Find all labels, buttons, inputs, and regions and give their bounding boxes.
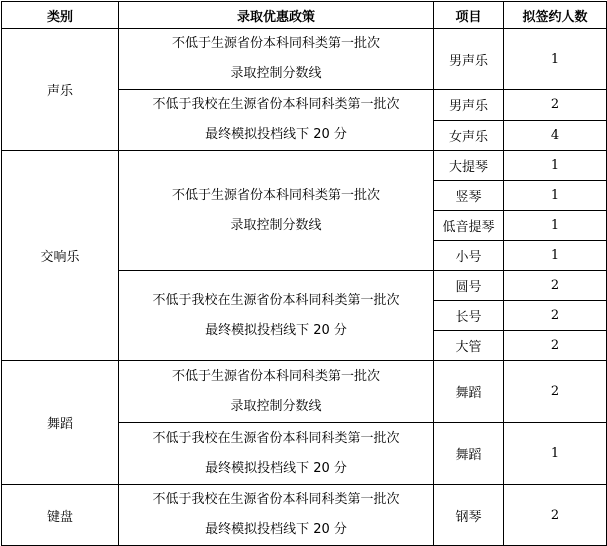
header-count: 拟签约人数 — [504, 2, 607, 29]
project-cell: 女声乐 — [434, 120, 504, 151]
header-row — [2, 2, 607, 29]
category-cell-orchestra: 交响乐 — [2, 151, 119, 361]
project-cell: 男声乐 — [434, 90, 504, 121]
policy-cell — [119, 29, 434, 90]
category-cell-dance: 舞蹈 — [2, 361, 119, 485]
header-project: 项目 — [434, 2, 504, 29]
table-row — [2, 151, 607, 181]
category-cell-keyboard: 键盘 — [2, 485, 119, 546]
policy-line: 录取控制分数线 — [230, 217, 322, 233]
project-cell: 舞蹈 — [434, 361, 504, 423]
policy-cell — [119, 361, 434, 423]
count-cell: 1 — [504, 29, 607, 90]
header-category: 类别 — [2, 2, 119, 29]
count-cell: 1 — [504, 151, 607, 181]
policy-cell — [119, 90, 434, 151]
count-cell: 2 — [504, 485, 607, 546]
project-cell: 低音提琴 — [434, 211, 504, 241]
policy-cell — [119, 423, 434, 485]
count-cell: 1 — [504, 211, 607, 241]
policy-cell — [119, 485, 434, 546]
project-cell: 舞蹈 — [434, 423, 504, 485]
policy-line: 不低于我校在生源省份本科同科类第一批次 — [152, 430, 400, 446]
count-cell: 1 — [504, 241, 607, 271]
policy-line: 不低于我校在生源省份本科同科类第一批次 — [152, 97, 400, 112]
admission-policy-table — [1, 1, 607, 546]
policy-line: 不低于生源省份本科同科类第一批次 — [171, 36, 380, 51]
table-row — [2, 485, 607, 546]
policy-line: 最终模拟投档线下 20 分 — [205, 460, 347, 476]
policy-cell — [119, 151, 434, 271]
policy-line: 录取控制分数线 — [230, 66, 322, 81]
category-cell-vocal: 声乐 — [2, 29, 119, 151]
count-cell: 2 — [504, 271, 607, 301]
policy-line: 不低于生源省份本科同科类第一批次 — [171, 368, 380, 384]
policy-line: 最终模拟投档线下 20 分 — [205, 322, 347, 338]
project-cell: 男声乐 — [434, 29, 504, 90]
header-policy: 录取优惠政策 — [119, 2, 434, 29]
project-cell: 竖琴 — [434, 181, 504, 211]
policy-line: 不低于我校在生源省份本科同科类第一批次 — [152, 492, 400, 507]
policy-line: 录取控制分数线 — [230, 398, 322, 414]
table-row — [2, 361, 607, 423]
policy-line: 最终模拟投档线下 20 分 — [205, 522, 347, 537]
count-cell: 1 — [504, 423, 607, 485]
policy-line: 不低于生源省份本科同科类第一批次 — [171, 187, 380, 203]
project-cell: 钢琴 — [434, 485, 504, 546]
project-cell: 圆号 — [434, 271, 504, 301]
project-cell: 大提琴 — [434, 151, 504, 181]
table-row — [2, 29, 607, 90]
count-cell: 1 — [504, 181, 607, 211]
policy-line: 不低于我校在生源省份本科同科类第一批次 — [152, 292, 400, 308]
policy-cell — [119, 271, 434, 361]
count-cell: 2 — [504, 90, 607, 121]
project-cell: 小号 — [434, 241, 504, 271]
policy-line: 最终模拟投档线下 20 分 — [205, 127, 347, 142]
count-cell: 2 — [504, 361, 607, 423]
project-cell: 大管 — [434, 331, 504, 361]
count-cell: 4 — [504, 120, 607, 151]
count-cell: 2 — [504, 301, 607, 331]
project-cell: 长号 — [434, 301, 504, 331]
count-cell: 2 — [504, 331, 607, 361]
